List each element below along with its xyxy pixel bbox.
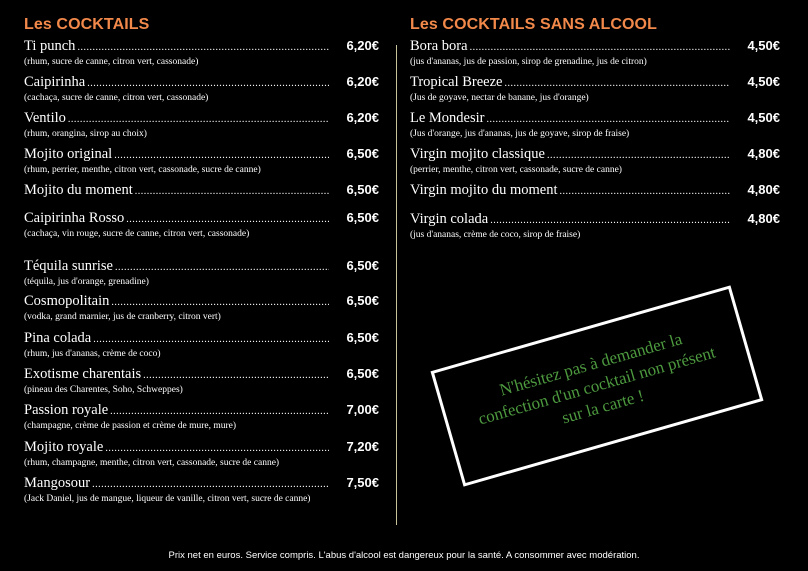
dot-leader xyxy=(560,184,731,200)
dot-leader xyxy=(143,368,329,384)
dot-leader xyxy=(504,76,730,92)
footer-disclaimer: Prix net en euros. Service compris. L'abus d'alcool est dangereux pour la santé. A consommer avec modération. xyxy=(168,550,640,561)
notice-text: N'hésitez pas à demander la confection d'un cocktail non présent sur la carte ! xyxy=(476,329,718,429)
item-name: Ti punch xyxy=(24,38,76,54)
item-price: 4,80€ xyxy=(747,146,780,161)
item-name: Téquila sunrise xyxy=(24,258,113,274)
item-description: (rhum, jus d'ananas, crème de coco) xyxy=(24,349,161,359)
item-price: 4,80€ xyxy=(747,182,780,197)
item-description: (cachaça, vin rouge, sucre de canne, citron vert, cassonade) xyxy=(24,229,250,239)
menu-item xyxy=(410,110,780,140)
dot-leader xyxy=(68,112,329,128)
item-name: Ventilo xyxy=(24,110,66,126)
dot-leader xyxy=(487,112,731,128)
item-name: Mojito royale xyxy=(24,439,104,455)
item-price: 6,50€ xyxy=(346,293,379,308)
menu-item xyxy=(24,366,379,396)
item-price: 4,50€ xyxy=(747,110,780,125)
menu-item xyxy=(24,146,379,176)
menu-item xyxy=(24,182,379,200)
item-price: 4,50€ xyxy=(747,74,780,89)
dot-leader xyxy=(87,76,329,92)
menu-item xyxy=(410,74,780,104)
item-description: (jus d'ananas, jus de passion, sirop de grenadine, jus de citron) xyxy=(410,57,647,67)
item-description: (rhum, champagne, menthe, citron vert, cassonade, sucre de canne) xyxy=(24,458,280,468)
item-description: (Jack Daniel, jus de mangue, liqueur de vanille, citron vert, sucre de canne) xyxy=(24,494,311,504)
dot-leader xyxy=(470,40,730,56)
dot-leader xyxy=(77,40,329,56)
item-name: Virgin colada xyxy=(410,211,489,227)
item-price: 6,50€ xyxy=(346,210,379,225)
item-name: Bora bora xyxy=(410,38,468,54)
item-name: Virgin mojito classique xyxy=(410,146,545,162)
item-description: (rhum, perrier, menthe, citron vert, cassonade, sucre de canne) xyxy=(24,165,261,175)
dot-leader xyxy=(92,477,329,493)
item-price: 7,50€ xyxy=(346,475,379,490)
dot-leader xyxy=(547,148,730,164)
notice-box xyxy=(431,285,764,486)
item-description: (Jus d'orange, jus d'ananas, jus de goyave, sirop de fraise) xyxy=(410,129,630,139)
menu-item xyxy=(24,38,379,68)
dot-leader xyxy=(126,212,329,228)
item-name: Pina colada xyxy=(24,330,92,346)
menu-item xyxy=(24,293,379,323)
item-price: 7,20€ xyxy=(346,439,379,454)
item-description: (rhum, orangina, sirop au choix) xyxy=(24,129,147,139)
item-name: Mojito du moment xyxy=(24,182,133,198)
dot-leader xyxy=(105,441,329,457)
dot-leader xyxy=(110,404,329,420)
item-name: Le Mondesir xyxy=(410,110,485,126)
item-description: (jus d'ananas, crème de coco, sirop de fraise) xyxy=(410,230,581,240)
item-name: Exotisme charentais xyxy=(24,366,142,382)
dot-leader xyxy=(135,184,329,200)
item-price: 4,80€ xyxy=(747,211,780,226)
menu-item xyxy=(410,211,780,241)
menu-item xyxy=(24,258,379,288)
dot-leader xyxy=(93,332,329,348)
item-description: (champagne, crème de passion et crème de mure, mure) xyxy=(24,421,237,431)
menu-item xyxy=(24,330,379,360)
menu-item xyxy=(24,439,379,469)
dot-leader xyxy=(490,213,730,229)
menu-item xyxy=(410,38,780,68)
item-price: 6,50€ xyxy=(346,330,379,345)
item-name: Caipirinha xyxy=(24,74,86,90)
item-description: (vodka, grand marnier, jus de cranberry, citron vert) xyxy=(24,312,221,322)
item-name: Cosmopolitain xyxy=(24,293,110,309)
item-description: (téquila, jus d'orange, grenadine) xyxy=(24,277,149,287)
item-price: 6,50€ xyxy=(346,182,379,197)
menu-item xyxy=(410,146,780,176)
item-price: 7,00€ xyxy=(346,402,379,417)
dot-leader xyxy=(111,295,329,311)
item-name: Passion royale xyxy=(24,402,109,418)
item-name: Mangosour xyxy=(24,475,91,491)
item-price: 6,20€ xyxy=(346,110,379,125)
item-price: 4,50€ xyxy=(747,38,780,53)
menu-item xyxy=(24,74,379,104)
menu-item xyxy=(24,110,379,140)
cocktails-title: Les COCKTAILS xyxy=(24,16,150,33)
item-description: (Jus de goyave, nectar de banane, jus d'orange) xyxy=(410,93,589,103)
item-description: (rhum, sucre de canne, citron vert, cassonade) xyxy=(24,57,199,67)
item-price: 6,20€ xyxy=(346,38,379,53)
mocktails-title: Les COCKTAILS SANS ALCOOL xyxy=(410,16,657,33)
item-price: 6,50€ xyxy=(346,258,379,273)
menu-item xyxy=(24,402,379,432)
item-price: 6,50€ xyxy=(346,366,379,381)
menu-item xyxy=(410,182,780,200)
item-name: Virgin mojito du moment xyxy=(410,182,558,198)
dot-leader xyxy=(114,148,329,164)
item-description: (pineau des Charentes, Soho, Schweppes) xyxy=(24,385,183,395)
menu-item xyxy=(24,475,379,505)
item-name: Mojito original xyxy=(24,146,113,162)
item-description: (cachaça, sucre de canne, citron vert, cassonade) xyxy=(24,93,209,103)
dot-leader xyxy=(115,260,329,276)
column-divider xyxy=(396,45,397,525)
item-name: Tropical Breeze xyxy=(410,74,503,90)
item-description: (perrier, menthe, citron vert, cassonade, sucre de canne) xyxy=(410,165,622,175)
menu-item xyxy=(24,210,379,240)
item-price: 6,20€ xyxy=(346,74,379,89)
item-price: 6,50€ xyxy=(346,146,379,161)
item-name: Caipirinha Rosso xyxy=(24,210,125,226)
